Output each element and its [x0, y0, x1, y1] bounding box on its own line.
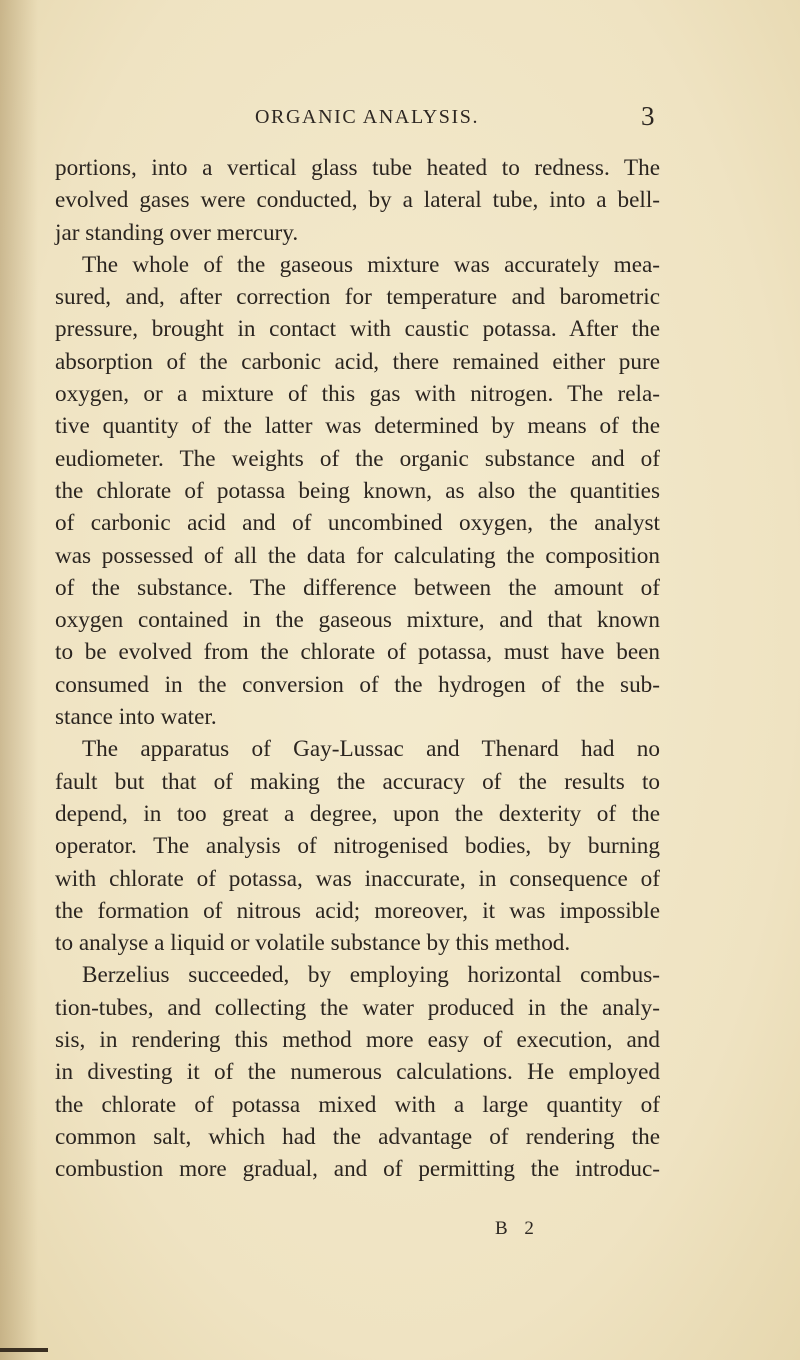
- text-line: stance into water.: [55, 704, 217, 731]
- text-line: portions, into a vertical glass tube heated to redness. The: [55, 155, 660, 181]
- text-line: jar standing over mercury.: [55, 219, 299, 246]
- text-line: with chlorate of potassa, was inaccurate, in consequence of: [55, 865, 660, 892]
- text-line: The whole of the gaseous mixture was accurately mea-: [82, 251, 660, 278]
- text-line: oxygen, or a mixture of this gas with nitrogen. The rela-: [55, 381, 660, 408]
- body-text: [55, 152, 660, 1186]
- binding-shadow: [0, 0, 38, 1360]
- text-line: in divesting it of the numerous calculations. He employed: [55, 1059, 660, 1086]
- text-line: of the substance. The difference between the amount of: [55, 574, 660, 601]
- running-head: [0, 101, 800, 136]
- text-line: evolved gases were conducted, by a lateral tube, into a bell-: [55, 187, 660, 214]
- text-line: consumed in the conversion of the hydrogen of the sub-: [55, 671, 660, 698]
- text-line: the formation of nitrous acid; moreover, it was impossible: [55, 897, 660, 924]
- text-line: of carbonic acid and of uncombined oxygen, the analyst: [55, 510, 660, 537]
- text-line: tive quantity of the latter was determined by means of the: [55, 413, 660, 440]
- text-line: fault but that of making the accuracy of the results to: [55, 768, 660, 795]
- text-line: combustion more gradual, and of permitting the introduc-: [55, 1156, 660, 1183]
- text-line: pressure, brought in contact with caustic potassa. After the: [55, 316, 660, 343]
- page-edge-mark: [0, 1348, 48, 1352]
- text-line: to analyse a liquid or volatile substance by this method.: [55, 930, 571, 957]
- text-line: was possessed of all the data for calculating the composition: [55, 542, 660, 569]
- text-line: operator. The analysis of nitrogenised bodies, by burning: [55, 833, 660, 860]
- text-line: tion-tubes, and collecting the water produced in the analy-: [55, 994, 660, 1021]
- page-number: 3: [641, 101, 655, 131]
- signature-mark: B 2: [495, 1218, 540, 1239]
- text-line: to be evolved from the chlorate of potassa, must have been: [55, 639, 660, 666]
- text-line: common salt, which had the advantage of rendering the: [55, 1123, 660, 1150]
- text-line: The apparatus of Gay-Lussac and Thenard had no: [82, 736, 660, 763]
- text-line: sis, in rendering this method more easy of execution, and: [55, 1027, 660, 1054]
- text-line: the chlorate of potassa mixed with a large quantity of: [55, 1091, 660, 1118]
- text-line: depend, in too great a degree, upon the dexterity of the: [55, 800, 660, 827]
- text-line: sured, and, after correction for temperature and barometric: [55, 284, 660, 311]
- text-line: Berzelius succeeded, by employing horizontal combus-: [82, 962, 660, 989]
- text-line: the chlorate of potassa being known, as also the quantities: [55, 477, 660, 504]
- running-head-title: ORGANIC ANALYSIS.: [255, 106, 480, 128]
- text-line: absorption of the carbonic acid, there remained either pure: [55, 348, 660, 375]
- text-line: eudiometer. The weights of the organic substance and of: [55, 445, 660, 472]
- text-line: oxygen contained in the gaseous mixture, and that known: [55, 607, 660, 634]
